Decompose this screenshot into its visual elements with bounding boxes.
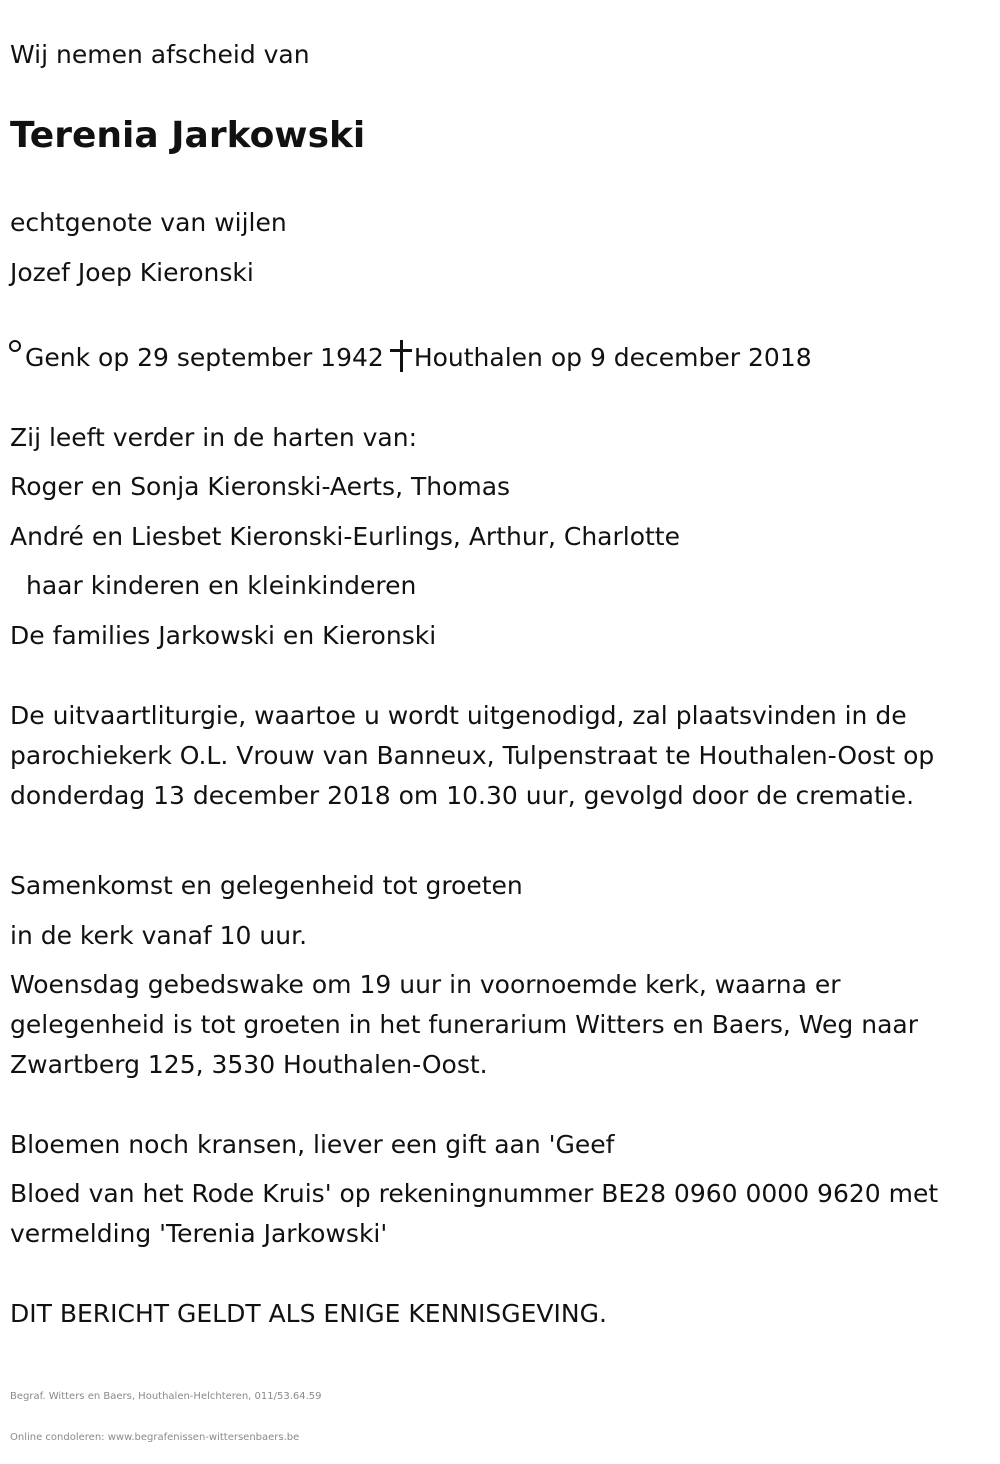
deceased-name: Terenia Jarkowski: [10, 115, 366, 156]
wake-text: Woensdag gebedswake om 19 uur in voornoemde kerk, waarna er gelegenheid is tot groeten in het funerarium Witters en Baers, Weg naar Zwartberg 125, 3530 Houthalen-Oost.: [10, 970, 919, 1079]
gathering-line-1: Samenkomst en gelegenheid tot groeten: [10, 871, 523, 900]
intro-text: Wij nemen afscheid van: [10, 40, 310, 69]
spouse-label: echtgenote van wijlen: [10, 208, 287, 237]
death-text: Houthalen op 9 december 2018: [413, 343, 812, 372]
notice-text: DIT BERICHT GELDT ALS ENIGE KENNISGEVING.: [10, 1299, 607, 1328]
funeral-liturgy: De uitvaartliturgie, waartoe u wordt uitgenodigd, zal plaatsvinden in de parochiekerk O.L. Vrouw van Banneux, Tulpenstraat te Houthalen-Oost op donderdag 13 december 2018 om 10.30 uur, gevolgd door de crematie.: [10, 701, 935, 810]
spouse-name: Jozef Joep Kieronski: [10, 258, 254, 287]
survivor-line: De families Jarkowski en Kieronski: [10, 621, 437, 650]
survivor-line: Roger en Sonja Kieronski-Aerts, Thomas: [10, 472, 511, 501]
survivor-line: André en Liesbet Kieronski-Eurlings, Arthur, Charlotte: [10, 522, 680, 551]
birth-text: Genk op 29 september 1942: [25, 343, 384, 372]
birth-death-line: [9, 338, 812, 378]
survivors-heading: Zij leeft verder in de harten van:: [10, 423, 418, 452]
gathering-line-2: in de kerk vanaf 10 uur.: [10, 921, 308, 950]
cross-icon: [390, 340, 412, 372]
survivor-line: haar kinderen en kleinkinderen: [26, 571, 417, 600]
donation-line-2: Bloed van het Rode Kruis' op rekeningnummer BE28 0960 0000 9620 met vermelding 'Terenia Jarkowski': [10, 1179, 939, 1248]
undertaker-footer: Begraf. Witters en Baers, Houthalen-Helchteren, 011/53.64.59: [10, 1391, 322, 1402]
donation-line-1: Bloemen noch kransen, liever een gift aan 'Geef: [10, 1130, 615, 1159]
condolences-footer: Online condoleren: www.begrafenissen-wittersenbaers.be: [10, 1432, 300, 1443]
birth-circle-icon: [9, 340, 21, 352]
